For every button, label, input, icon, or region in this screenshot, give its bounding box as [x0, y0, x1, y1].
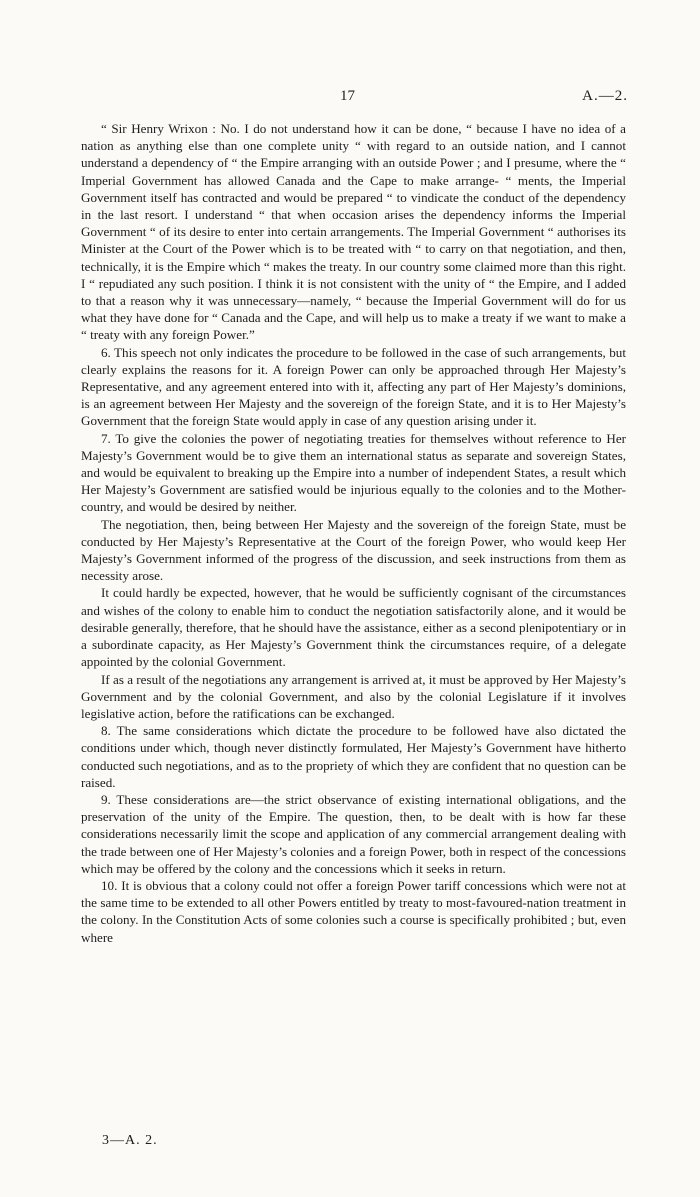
- paragraph-8: 8. The same considerations which dictate the procedure to be followed have also dictated the conditions under which, though never distinctly formulated, Her Majesty’s Government have hitherto conducted such negotiations, and as to the propriety of which they are confident that no question can be raised.: [81, 723, 626, 790]
- paragraph-negotiation: The negotiation, then, being between Her Majesty and the sovereign of the foreign State, must be conducted by Her Majesty’s Representative at the Court of the foreign Power, who would keep Her Majesty’s Government informed of the progress of the discussion, and seek instructions from them as necessity arose.: [81, 516, 626, 584]
- paragraph-cognisant: It could hardly be expected, however, that he would be sufficiently cognisant of the circumstances and wishes of the colony to enable him to conduct the negotiation satisfactorily alone, and it would be desirable generally, therefore, that he should have the assistance, either as a second plenipotentiary or in a subordinate capacity, as Her Majesty’s Government think the circumstances require, of a delegate appointed by the colonial Government.: [81, 585, 626, 670]
- paragraph-ratification: If as a result of the negotiations any arrangement is arrived at, it must be approved by Her Majesty’s Government and by the colonial Government, and also by the colonial Legislature if it involves legislative action, before the ratifications can be exchanged.: [81, 671, 626, 721]
- paragraph-10: 10. It is obvious that a colony could not offer a foreign Power tariff concessions which were not at the same time to be extended to all other Powers entitled by treaty to most-favoured-nation treatment in the colony. In the Constitution Acts of some colonies such a course is specifically prohibited ; but, even where: [81, 877, 626, 945]
- paragraph-6: 6. This speech not only indicates the procedure to be followed in the case of such arrangements, but clearly explains the reasons for it. A foreign Power can only be approached through Her Majesty’s Representative, and any agreement entered into with it, affecting any part of Her Majesty’s dominions, is an agreement between Her Majesty and the sovereign of the foreign State, and it is to Her Majesty’s Government that the foreign State would apply in case of any question arising under it.: [81, 344, 626, 429]
- quoted-speech-paragraph: “ Sir Henry Wrixon : No. I do not understand how it can be done, “ because I have no idea of a nation as anything else than one complete unity “ with regard to an outside nation, and I cannot understand a dependency of “ the Empire arranging with an outside Power ; and I presume, where the “ Imperial Government has allowed Canada and the Cape to make arrange- “ ments, the Imperial Government itself has contracted and would be prepared “ to vindicate the conduct of the dependency in the last resort. I understand “ that when occasion arises the dependency informs the Imperial Government “ of its desire to enter into certain arrangements. The Imperial Government “ authorises its Minister at the Court of the Power which is to be treated with “ to carry on that negotiation, and then, technically, it is the Empire which “ makes the treaty. In our country some claimed more than this right. I “ repudiated any such position. I think it is not consistent with the unity of “ the Empire, and I added to that a reason why it was unnecessary—namely, “ because the Imperial Government will do for us what they have done for “ Canada and the Cape, and will help us to make a treaty if we want to make a “ treaty with any foreign Power.”: [81, 121, 626, 343]
- paragraph-7: 7. To give the colonies the power of negotiating treaties for themselves without reference to Her Majesty’s Government would be to give them an international status as separate and sovereign States, and would be equivalent to breaking up the Empire into a number of independent States, a result which Her Majesty’s Government are satisfied would be injurious equally to the colonies and to the Mother-country, and would be desired by neither.: [81, 430, 626, 515]
- paragraph-9: 9. These considerations are—the strict observance of existing international obligations, and the preservation of the unity of the Empire. The question, then, to be dealt with is how far these considerations necessarily limit the scope and application of any commercial arrangement dealing with the trade between one of Her Majesty’s colonies and a foreign Power, both in respect of the concessions which may be offered by the colony and the concessions which it seeks in return.: [81, 791, 626, 876]
- page-number: 17: [340, 88, 355, 104]
- signature-mark: 3—A. 2.: [102, 1133, 158, 1148]
- page-header: [0, 88, 700, 108]
- document-reference: A.—2.: [582, 88, 628, 104]
- body-text: [81, 120, 626, 946]
